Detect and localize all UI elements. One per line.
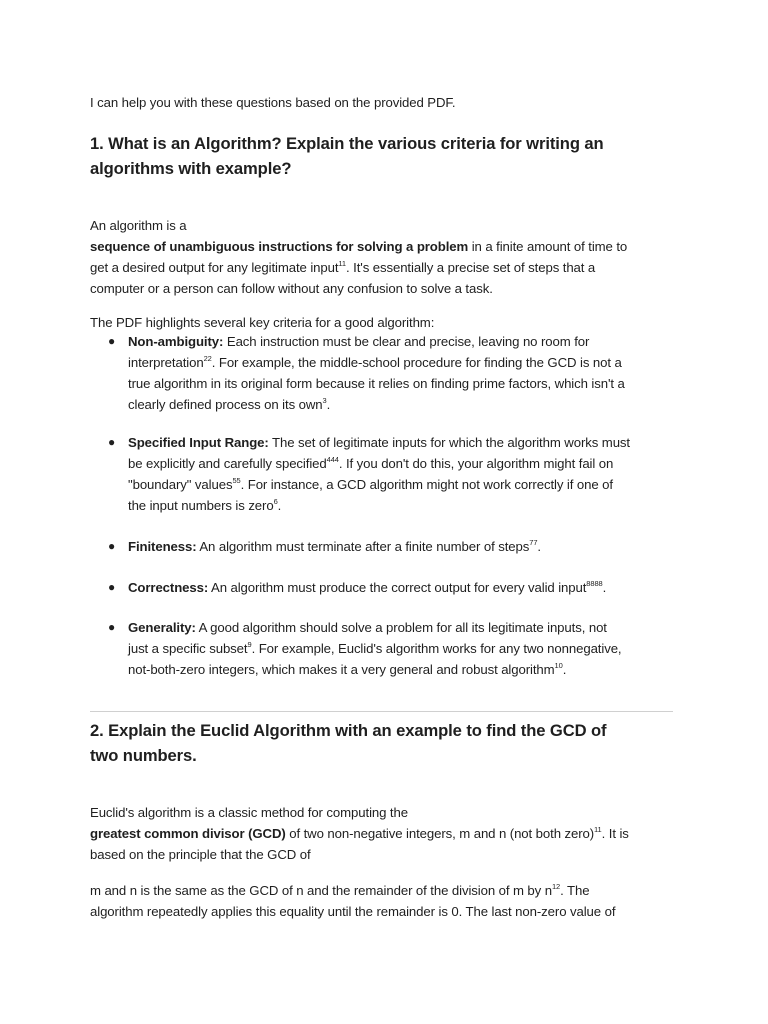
text-line: true algorithm in its original form because it relies on finding prime factors, which isn't a — [128, 376, 625, 391]
text-line — [128, 474, 688, 495]
question-1-heading — [90, 131, 604, 181]
text-line: computer or a person can follow without any confusion to solve a task. — [90, 281, 493, 296]
text-span: Each instruction must be clear and precise, leaving no room for — [223, 334, 590, 349]
text-span: An algorithm must terminate after a finite number of steps — [196, 539, 530, 554]
section-divider — [90, 711, 673, 712]
text-line: An algorithm is a — [90, 218, 187, 233]
text-span: interpretation — [128, 355, 204, 370]
bullet-icon: ● — [108, 580, 116, 594]
footnote-ref: 77 — [529, 537, 538, 547]
bullet-icon: ● — [108, 539, 116, 553]
bold-text: sequence of unambiguous instructions for solving a problem — [90, 239, 469, 254]
criteria-intro: The PDF highlights several key criteria for a good algorithm: — [90, 315, 435, 330]
text-span: . If you don't do this, your algorithm might fail on — [338, 456, 614, 471]
footnote-ref: 55 — [232, 475, 241, 485]
criterion-finiteness — [128, 536, 688, 557]
footnote-ref: 6 — [273, 496, 278, 506]
text-span: . It is — [601, 826, 629, 841]
text-line — [90, 257, 627, 278]
footnote-ref: 8888 — [586, 578, 603, 588]
text-line — [128, 536, 688, 557]
text-line — [128, 394, 688, 415]
bullet-icon: ● — [108, 620, 116, 634]
footnote-ref: 11 — [338, 258, 347, 268]
bullet-icon: ● — [108, 334, 116, 348]
criterion-title: Specified Input Range: — [128, 435, 269, 450]
text-span: . — [602, 580, 607, 595]
text-span: . For example, the middle-school procedure for finding the GCD is not a — [211, 355, 622, 370]
text-span: m and n is the same as the GCD of n and the remainder of the division of m by n — [90, 883, 552, 898]
text-span: "boundary" values — [128, 477, 233, 492]
text-span: . — [537, 539, 541, 554]
text-span: . — [562, 662, 567, 677]
footnote-ref: 3 — [322, 395, 327, 405]
footnote-ref: 10 — [554, 660, 563, 670]
footnote-ref: 12 — [551, 881, 561, 891]
text-span: . — [326, 397, 331, 412]
text-span: An algorithm must produce the correct output for every valid input — [208, 580, 587, 595]
heading-line: 2. Explain the Euclid Algorithm with an example to find the GCD of — [90, 721, 607, 740]
text-span: just a specific subset — [128, 641, 248, 656]
text-line — [128, 495, 688, 516]
text-span: . The — [560, 883, 590, 898]
footnote-ref: 11 — [594, 824, 602, 834]
footnote-ref: 22 — [203, 353, 212, 363]
text-line — [128, 331, 688, 352]
criterion-title: Generality: — [128, 620, 196, 635]
text-span: . — [277, 498, 282, 513]
criterion-title: Correctness: — [128, 580, 209, 595]
criterion-non-ambiguity — [128, 331, 688, 415]
text-span: get a desired output for any legitimate input — [90, 260, 339, 275]
text-span: . It's essentially a precise set of steps that a — [346, 260, 596, 275]
text-line — [128, 432, 688, 453]
euclid-principle-paragraph — [90, 880, 615, 922]
text-line — [128, 659, 688, 680]
text-line: Euclid's algorithm is a classic method for computing the — [90, 805, 408, 820]
text-span: not-both-zero integers, which makes it a very general and robust algorithm — [128, 662, 555, 677]
criterion-title: Finiteness: — [128, 539, 197, 554]
text-line — [128, 352, 688, 373]
text-line: algorithm repeatedly applies this equality until the remainder is 0. The last non-zero value of — [90, 904, 616, 919]
bold-text: greatest common divisor (GCD) — [90, 826, 286, 841]
heading-line: 1. What is an Algorithm? Explain the various criteria for writing an — [90, 134, 604, 153]
bullet-icon: ● — [108, 435, 116, 449]
text-span: be explicitly and carefully specified — [128, 456, 327, 471]
criterion-correctness — [128, 577, 688, 598]
text-span: the input numbers is zero — [128, 498, 274, 513]
text-span: A good algorithm should solve a problem for all its legitimate inputs, not — [195, 620, 607, 635]
text-line — [128, 617, 688, 638]
text-span: The set of legitimate inputs for which the algorithm works must — [268, 435, 630, 450]
text-line — [90, 236, 627, 257]
text-span: in a finite amount of time to — [468, 239, 628, 254]
text-line — [90, 823, 629, 844]
footnote-ref: 9 — [247, 639, 252, 649]
text-line — [128, 638, 688, 659]
text-span: clearly defined process on its own — [128, 397, 323, 412]
heading-line: algorithms with example? — [90, 159, 292, 178]
text-span: of two non-negative integers, m and n (not both zero) — [285, 826, 595, 841]
heading-line: two numbers. — [90, 746, 197, 765]
text-line — [128, 453, 688, 474]
criterion-generality — [128, 617, 688, 680]
text-line: based on the principle that the GCD of — [90, 847, 311, 862]
text-span: . For instance, a GCD algorithm might not work correctly if one of — [240, 477, 613, 492]
criterion-specified-input-range — [128, 432, 688, 516]
algorithm-definition-paragraph — [90, 215, 627, 299]
text-span: . For example, Euclid's algorithm works for any two nonnegative, — [251, 641, 622, 656]
criterion-title: Non-ambiguity: — [128, 334, 224, 349]
text-line — [90, 880, 615, 901]
euclid-definition-paragraph — [90, 802, 629, 865]
intro-text: I can help you with these questions based on the provided PDF. — [90, 95, 456, 110]
footnote-ref: 444 — [326, 454, 339, 464]
text-line — [128, 577, 688, 598]
question-2-heading — [90, 718, 606, 768]
